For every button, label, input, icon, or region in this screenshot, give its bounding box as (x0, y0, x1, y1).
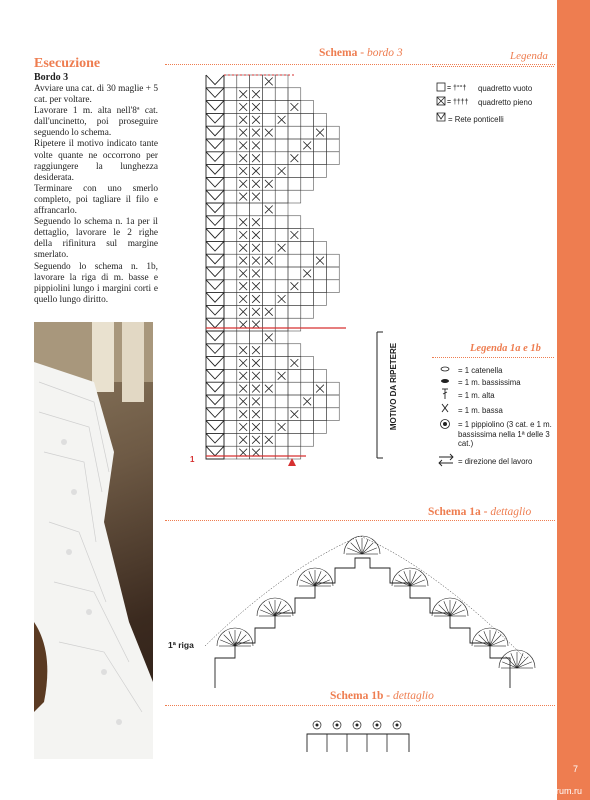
paragraph: Lavorare 1 m. alta nell'8ª cat. dall'uncinetto, poi proseguire seguendo lo schema. (34, 106, 158, 139)
motivo-bracket (369, 330, 383, 460)
svg-text:††††: †††† (453, 99, 469, 106)
chain-oval-icon (441, 367, 449, 371)
legend2-item: = direzione del lavoro (458, 457, 533, 466)
svg-text:†°°†: †°°† (453, 85, 467, 92)
svg-text:=: = (447, 99, 452, 106)
esecuzione-title: Esecuzione (34, 56, 101, 71)
paragraph: Seguendo lo schema n. 1a per il dettaglio, lavorare le 2 righe della rifinitura sul margine smerlato. (34, 217, 158, 261)
legend-item: quadretto vuoto (478, 84, 533, 93)
schema1b-rule (165, 705, 555, 706)
legend2-item: = 1 pippiolino (3 cat. e 1 m. bassissima nella 1ª delle 3 cat.) (458, 420, 552, 448)
direction-arrow-icon (439, 454, 453, 466)
schema1b-heading: Schema 1b - dettaglio (330, 690, 434, 702)
filet-chart (196, 70, 366, 475)
slip-stitch-icon (441, 379, 449, 383)
riga-label: 1ª riga (168, 640, 194, 650)
paragraph: Avviare una cat. di 30 maglie + 5 cat. per voltare. (34, 84, 158, 106)
single-crochet-icon (442, 404, 448, 412)
schema-heading: Schema - bordo 3 (319, 47, 403, 59)
legenda2-title: Legenda 1a e 1b (470, 343, 541, 354)
svg-text:=: = (447, 85, 452, 92)
paragraph: Terminare con uno smerlo completo, poi tagliare il filo e affrancarlo. (34, 183, 158, 217)
legenda2-symbols (435, 363, 457, 473)
esecuzione-subtitle: Bordo 3 (34, 72, 69, 83)
paragraph: Seguendo lo schema n. 1b, lavorare la riga di m. basse e pippiolini lungo i margini corti e quello lungo diritto. (34, 261, 158, 305)
legend2-item: = 1 catenella (458, 366, 503, 375)
legend-item: = Rete ponticelli (448, 115, 504, 124)
watermark: PassionForum.ru (513, 786, 582, 796)
page-number: 7 (572, 764, 578, 774)
schema1b-diagram (305, 712, 415, 757)
legenda-title: Legenda (510, 50, 548, 62)
legend2-item: = 1 m. bassissima (458, 378, 521, 387)
side-color-band (557, 0, 590, 800)
picot-icon (441, 420, 450, 429)
paragraph: Ripetere il motivo indicato tante volte quante ne occorrono per raggiungere la lunghezza desiderata. (34, 139, 158, 183)
legenda2-rule (432, 357, 554, 358)
legend2-item: = 1 m. bassa (458, 406, 503, 415)
esecuzione-text (34, 84, 158, 306)
motivo-label: MOTIVO DA RIPETERE (389, 342, 399, 431)
schema-rule (165, 64, 555, 65)
row-number: 1 (190, 455, 195, 464)
legend-item: quadretto pieno (478, 98, 533, 107)
legenda-rule (432, 66, 554, 67)
schema1a-diagram (195, 528, 555, 698)
lace-photo (34, 322, 153, 759)
legend2-item: = 1 m. alta (458, 391, 495, 400)
double-crochet-icon (442, 389, 448, 399)
rete-icon (437, 113, 445, 121)
schema1a-heading: Schema 1a - dettaglio (428, 506, 532, 518)
square-empty-icon (437, 83, 445, 91)
schema1a-rule (165, 520, 555, 521)
